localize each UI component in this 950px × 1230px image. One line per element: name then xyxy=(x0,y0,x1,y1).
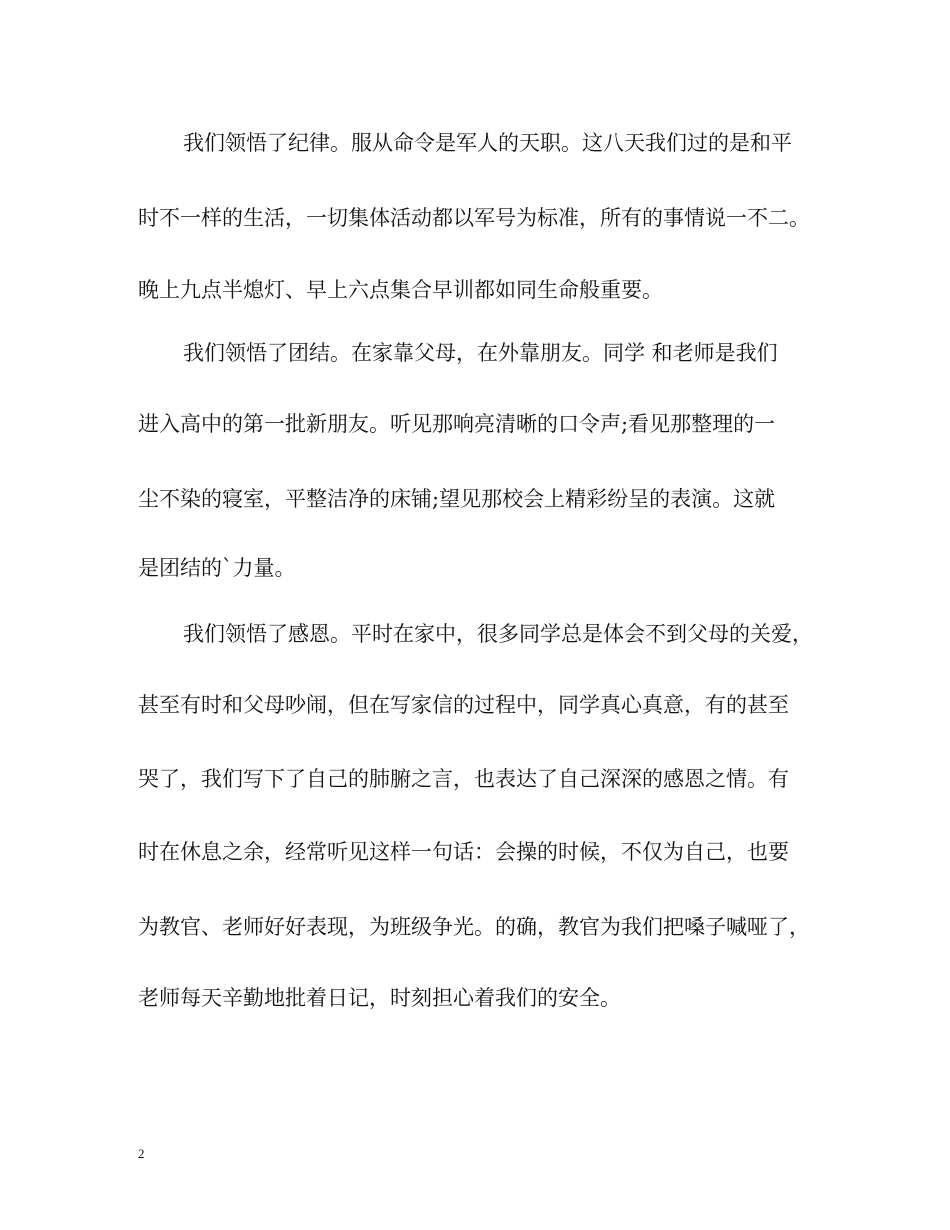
paragraph-line: 哭了，我们写下了自己的肺腑之言，也表达了自己深深的感恩之情。有 xyxy=(138,767,789,791)
paragraph-line: 晚上九点半熄灯、早上六点集合早训都如同生命般重要。 xyxy=(138,278,663,302)
paragraph-line: 我们领悟了感恩。平时在家中，很多同学总是体会不到父母的关爱， xyxy=(183,622,813,646)
paragraph-line: 甚至有时和父母吵闹，但在写家信的过程中，同学真心真意，有的甚至 xyxy=(138,693,789,717)
paragraph-line: 为教官、老师好好表现，为班级争光。的确，教官为我们把嗓子喊哑了， xyxy=(138,915,810,939)
page-number: 2 xyxy=(138,1146,145,1161)
paragraph-line: 是团结的`力量。 xyxy=(138,556,296,580)
paragraph-line: 老师每天辛勤地批着日记，时刻担心着我们的安全。 xyxy=(138,986,621,1010)
paragraph-line: 尘不染的寝室，平整洁净的床铺;望见那校会上精彩纷呈的表演。这就 xyxy=(138,487,776,511)
paragraph-line: 时不一样的生活，一切集体活动都以军号为标准，所有的事情说一不二。 xyxy=(138,206,810,230)
paragraph-line: 进入高中的第一批新朋友。听见那响亮清晰的口令声;看见那整理的一 xyxy=(138,412,776,436)
paragraph-line: 我们领悟了纪律。服从命令是军人的天职。这八天我们过的是和平 xyxy=(183,131,792,155)
paragraph-line: 时在休息之余，经常听见这样一句话：会操的时候，不仅为自己，也要 xyxy=(138,840,789,864)
paragraph-line: 我们领悟了团结。在家靠父母，在外靠朋友。同学 和老师是我们 xyxy=(183,341,778,365)
